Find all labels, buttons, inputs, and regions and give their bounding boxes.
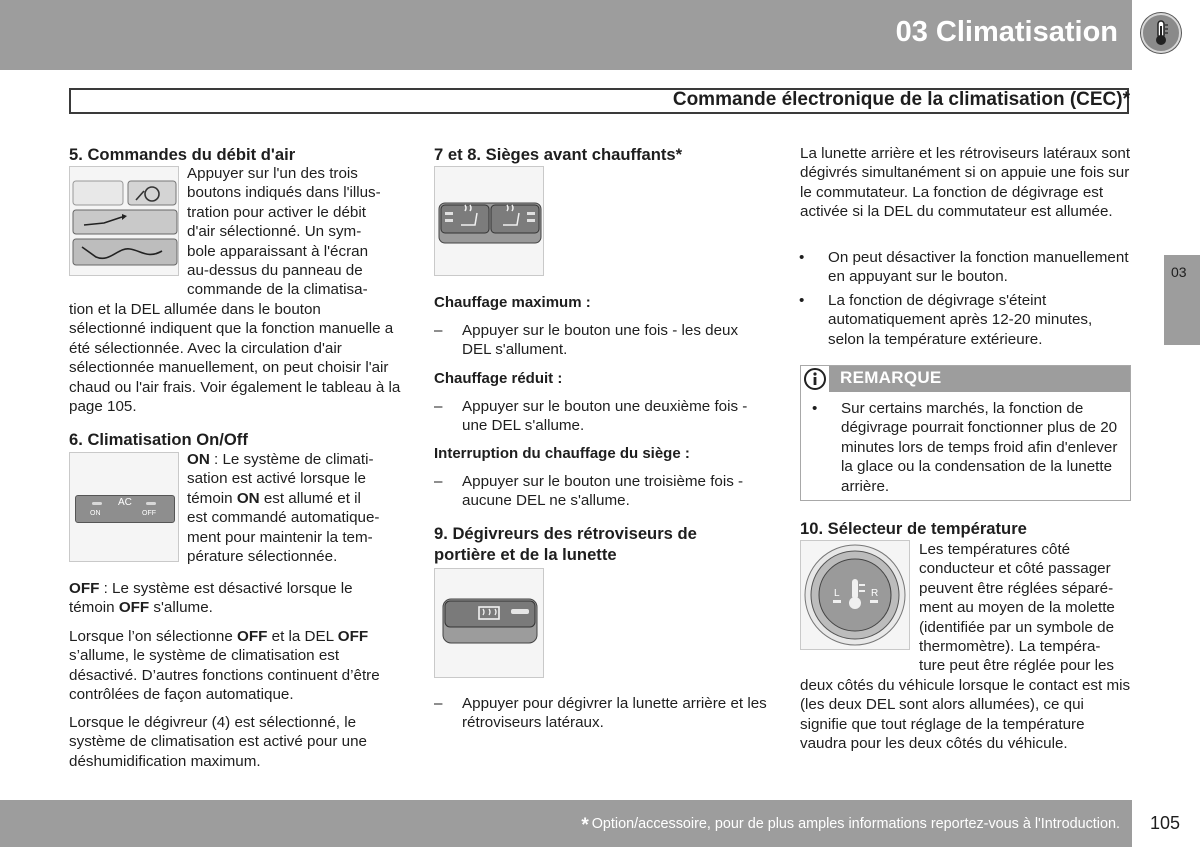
text-span: : Le système est désactivé lorsque le	[99, 580, 353, 597]
text-line: ment pour maintenir la tem-	[187, 528, 373, 546]
text-line: au-dessus du panneau de	[187, 262, 363, 280]
text-line: ture peut être réglée pour les	[919, 657, 1115, 675]
footnote-text: Option/accessoire, pour de plus amples informations reportez-vous à l'Introduction.	[591, 816, 1120, 832]
section-5-heading: 5. Commandes du débit d'air	[69, 145, 296, 164]
dash-mark: –	[434, 473, 443, 490]
text-line: conducteur et côté passager	[919, 560, 1111, 578]
temperature-knob-figure	[800, 540, 910, 650]
section-9-heading	[434, 523, 697, 565]
remark-text: Sur certains marchés, la fonction de dégivrage pourrait fonctionner plus de 20 minutes lors de temps froid afin d'enlever la glace ou la condensation de la lunette arrière.	[841, 400, 1118, 495]
air-flow-panel-illustration	[70, 167, 178, 275]
heated-seat-buttons-illustration	[435, 167, 543, 275]
knob-right-label: R	[871, 588, 879, 599]
text-line	[69, 579, 401, 598]
section-10-heading: 10. Sélecteur de température	[800, 519, 1027, 538]
heading-line: portière et de la lunette	[434, 545, 617, 564]
knob-left-led	[833, 600, 841, 603]
text-line: pérature sélectionnée.	[187, 548, 338, 566]
section-5-wrapped-text	[187, 164, 381, 300]
dash-mark: –	[434, 322, 443, 339]
heating-off-text: Appuyer sur le bouton une troisième fois - aucune DEL ne s'allume.	[462, 473, 744, 510]
text-line: commande de la climatisa-	[187, 281, 368, 299]
ac-label: AC	[118, 497, 132, 508]
bullet-mark: •	[799, 249, 805, 266]
off-paragraph	[69, 579, 401, 618]
chapter-icon-container	[1132, 0, 1200, 70]
text-line: tration pour activer le débit	[187, 203, 366, 221]
defroster-button-illustration	[435, 569, 543, 677]
info-icon-glyph	[801, 366, 829, 392]
heated-seats-figure	[434, 166, 544, 276]
text-line: bole apparaissant à l'écran	[187, 242, 369, 260]
reduced-heating-text: Appuyer sur le bouton une deuxième fois - une DEL s'allume.	[462, 398, 748, 435]
text-span: témoin	[187, 489, 237, 507]
text-line: Appuyer sur l'un des trois	[187, 165, 358, 182]
off-keyword: OFF	[118, 599, 150, 617]
off-selection-paragraph	[69, 627, 401, 705]
footnote-star: *	[581, 815, 589, 836]
text-line: sation est activé lorsque le	[187, 470, 366, 488]
text-line: ment au moyen de la molette	[919, 599, 1115, 617]
knob-right-led	[870, 600, 878, 603]
text-line: boutons indiqués dans l'illus-	[187, 184, 381, 202]
text-line: thermomètre). La tempéra-	[919, 638, 1101, 656]
off-keyword: OFF	[337, 628, 369, 645]
footer-note	[581, 815, 1120, 837]
text-line	[187, 450, 379, 469]
remark-title: REMARQUE	[840, 368, 942, 387]
ac-on-led	[92, 502, 102, 505]
text-span: : Le système de climati-	[209, 451, 374, 468]
text-line: est commandé automatique-	[187, 509, 380, 527]
knob-left-label: L	[834, 588, 840, 599]
section-title: Commande électronique de la climatisation (CEC)*	[672, 89, 1130, 110]
ac-off-led	[146, 502, 156, 505]
temperature-knob-illustration	[801, 541, 909, 649]
air-flow-buttons-figure	[69, 166, 179, 276]
thermometer-glyph	[1141, 13, 1181, 53]
ac-on-label: ON	[90, 510, 101, 517]
section-10-wrapped-text	[919, 540, 1115, 676]
text-line: d'air sélectionné. Un sym-	[187, 223, 362, 241]
text-span: s'allume.	[149, 599, 213, 617]
off-keyword: OFF	[237, 628, 268, 645]
text-span: Lorsque l’on sélectionne	[69, 628, 238, 645]
heading-line: 9. Dégivreurs des rétroviseurs de	[434, 524, 697, 543]
max-heating-text: Appuyer sur le bouton une fois - les deux DEL s'allument.	[462, 322, 739, 359]
text-line: Les températures côté	[919, 541, 1071, 558]
defrost-intro-paragraph: La lunette arrière et les rétroviseurs latéraux sont dégivrés simultanément si on appuie une fois sur le commutateur. La fonction de dégivrage est activée si la DEL du commutateur est allumée.	[800, 145, 1131, 221]
defroster-button-figure	[434, 568, 544, 678]
reduced-heating-heading: Chauffage réduit :	[434, 370, 563, 387]
dash-mark: –	[434, 398, 443, 415]
chapter-title: 03 Climatisation	[895, 16, 1118, 48]
text-span: et la DEL	[267, 628, 338, 645]
section-10-paragraph: deux côtés du véhicule lorsque le contact est mis (les deux DEL sont alors allumées), ce qui signifie que tout réglage de la température vaudra pour les deux côtés du véhicule.	[800, 677, 1131, 753]
on-keyword: ON	[187, 451, 210, 468]
info-icon	[801, 366, 829, 392]
ac-button-figure	[69, 452, 179, 562]
text-span: est allumé et il	[259, 489, 361, 507]
dash-mark: –	[434, 695, 443, 712]
page-number: 105	[1150, 813, 1181, 833]
section-78-heading: 7 et 8. Sièges avant chauffants*	[434, 145, 683, 164]
bullet-mark: •	[799, 292, 805, 309]
side-tab-label: 03	[1171, 264, 1187, 280]
ac-button	[75, 495, 175, 523]
heating-off-heading: Interruption du chauffage du siège :	[434, 445, 690, 462]
text-span: s’allume, le système de climatisation est désactivé. D’autres fonctions continuent d’être contrôlées de façon automatique.	[69, 647, 380, 704]
defroster-text: Appuyer pour dégivrer la lunette arrière et les rétroviseurs latéraux.	[462, 695, 767, 732]
text-span: témoin	[69, 599, 119, 617]
text-line: peuvent être réglées séparé-	[919, 579, 1114, 597]
ac-off-label: OFF	[142, 510, 156, 517]
defroster-paragraph: Lorsque le dégivreur (4) est sélectionné, le système de climatisation est activé pour une déshumidification maximum.	[69, 714, 367, 770]
section-5-paragraph: tion et la DEL allumée dans le bouton sélectionné indiquent que la fonction manuelle a été sélectionnée. Avec la circulation d'air sélectionnée manuellement, on peut choisir l'air chaud ou l'air frais. Voir également le tableau à la page 105.	[69, 301, 401, 416]
text-line	[69, 598, 401, 617]
bullet-mark: •	[812, 400, 818, 417]
off-keyword: OFF	[69, 580, 100, 597]
max-heating-heading: Chauffage maximum :	[434, 294, 591, 311]
bullet-text: On peut désactiver la fonction manuellement en appuyant sur le bouton.	[828, 249, 1129, 286]
text-line	[187, 489, 379, 508]
text-line: (identifiée par un symbole de	[919, 618, 1115, 636]
on-keyword: ON	[236, 489, 260, 507]
section-6-wrapped-text	[187, 450, 379, 566]
section-6-heading: 6. Climatisation On/Off	[69, 430, 248, 449]
bullet-text: La fonction de dégivrage s'éteint automatiquement après 12-20 minutes, selon la température extérieure.	[828, 292, 1093, 348]
